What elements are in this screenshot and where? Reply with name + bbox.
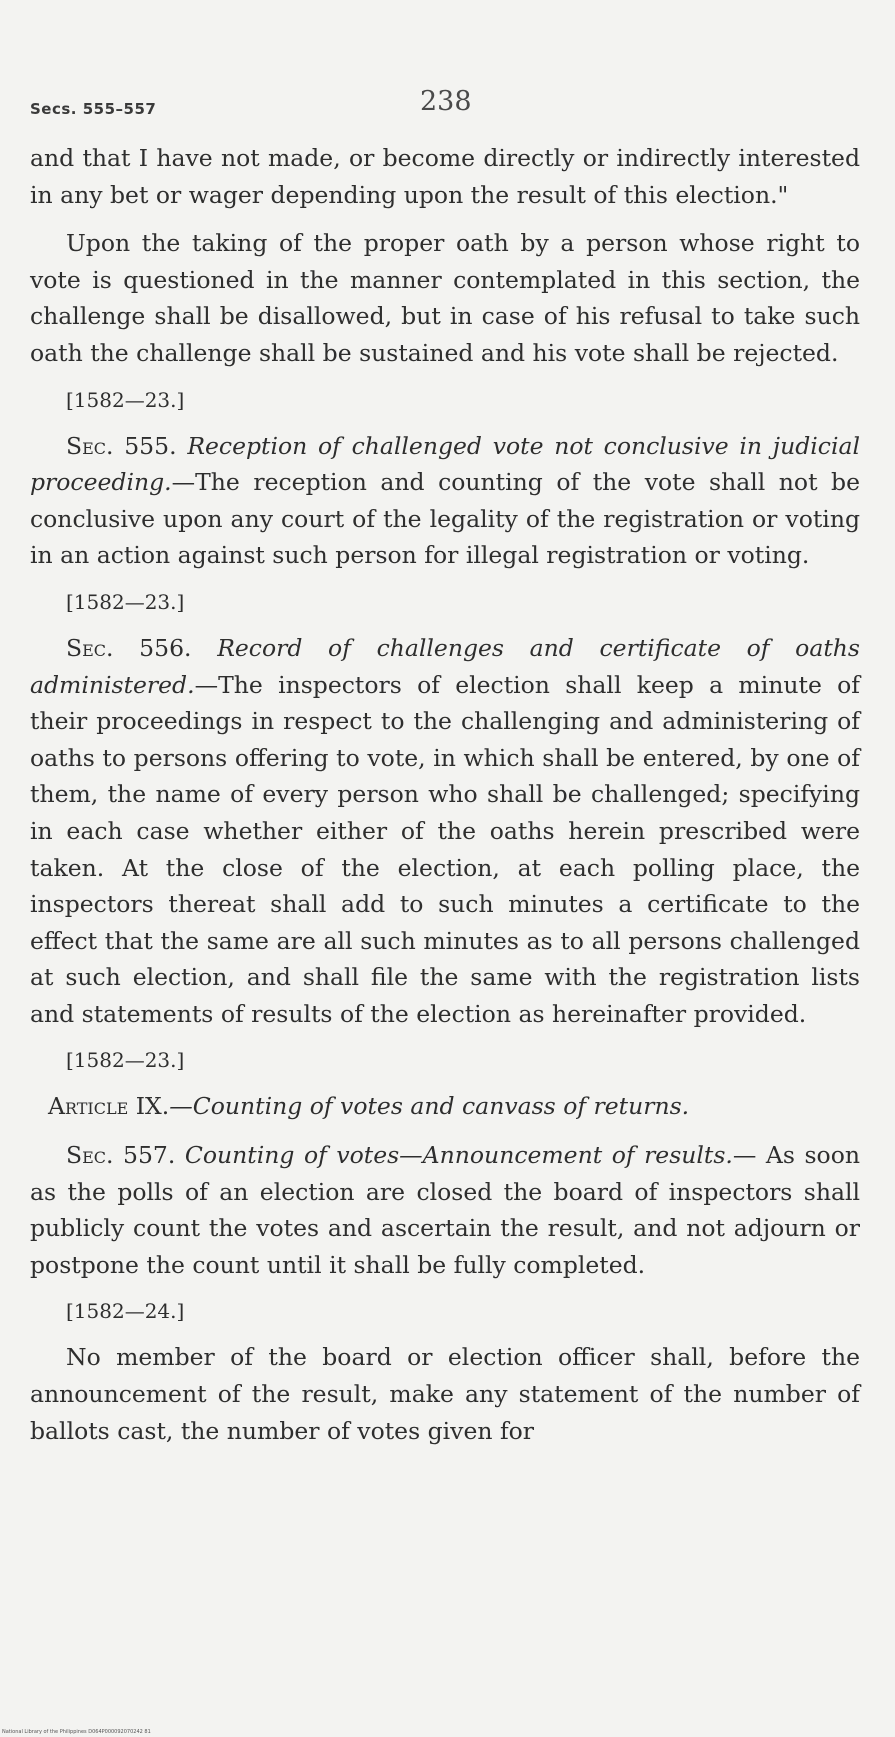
article-label: Article IX. [48,1092,170,1121]
article-heading [30,1088,860,1125]
section-range: Secs. 555–557 [30,100,157,118]
section-label: Sec. 557. [66,1141,176,1170]
citation: [1582—24.] [66,1299,185,1324]
section-label: Sec. 556. [66,633,192,662]
scan-credit: National Library of the Philippines D064P000092070242 81 [2,1729,151,1735]
paragraph-challenge-oath: Upon the taking of the proper oath by a person whose right to vote is questioned in the manner contemplated in this section, the challenge shall be disallowed, but in case of his refusal to take such oath the challenge shall be sustained and his vote shall be rejected. [30,229,860,367]
section-555 [30,428,860,574]
citation: [1582—23.] [66,387,185,412]
article-title: —Counting of votes and canvass of returns. [169,1092,690,1121]
paragraph-continuation: and that I have not made, or become directly or indirectly interested in any bet or wager depending upon the result of this election." [30,144,860,209]
section-557 [30,1137,860,1283]
section-catchline: Record of challenges and certificate of oaths administered. [30,633,860,699]
section-label: Sec. 555. [66,431,177,460]
citation: [1582—23.] [66,1048,185,1073]
section-text: — As soon as the polls of an election are closed the board of inspectors shall publicly count the votes and ascertain the result, and not adjourn or postpone the count until it shall be fully completed. [30,1141,860,1279]
citation: [1582—23.] [66,589,185,614]
paragraph-no-statement: No member of the board or election officer shall, before the announcement of the result, make any statement of the number of ballots cast, the number of votes given for [30,1343,860,1445]
section-text: —The inspectors of election shall keep a minute of their proceedings in respect to the challenging and administering of oaths to persons offering to vote, in which shall be entered, by one of them, the name of every person who shall be challenged; specifying in each case whether either of the oaths herein prescribed were taken. At the close of the election, at each polling place, the inspectors thereat shall add to such minutes a certificate to the effect that the same are all such minutes as to all persons challenged at such election, and shall file the same with the registration lists and statements of results of the election as hereinafter provided. [30,670,860,1028]
section-catchline: Counting of votes—Announcement of results. [184,1141,733,1170]
page-number: 238 [420,86,472,117]
running-head [30,86,865,126]
section-text: —The reception and counting of the vote shall not be conclusive upon any court of the legality of the registration or voting in an action against such person for illegal registration or voting. [30,468,860,570]
section-catchline: Reception of challenged vote not conclusive in judicial proceeding. [30,431,860,497]
section-556 [30,630,860,1033]
body-text [30,140,860,1461]
